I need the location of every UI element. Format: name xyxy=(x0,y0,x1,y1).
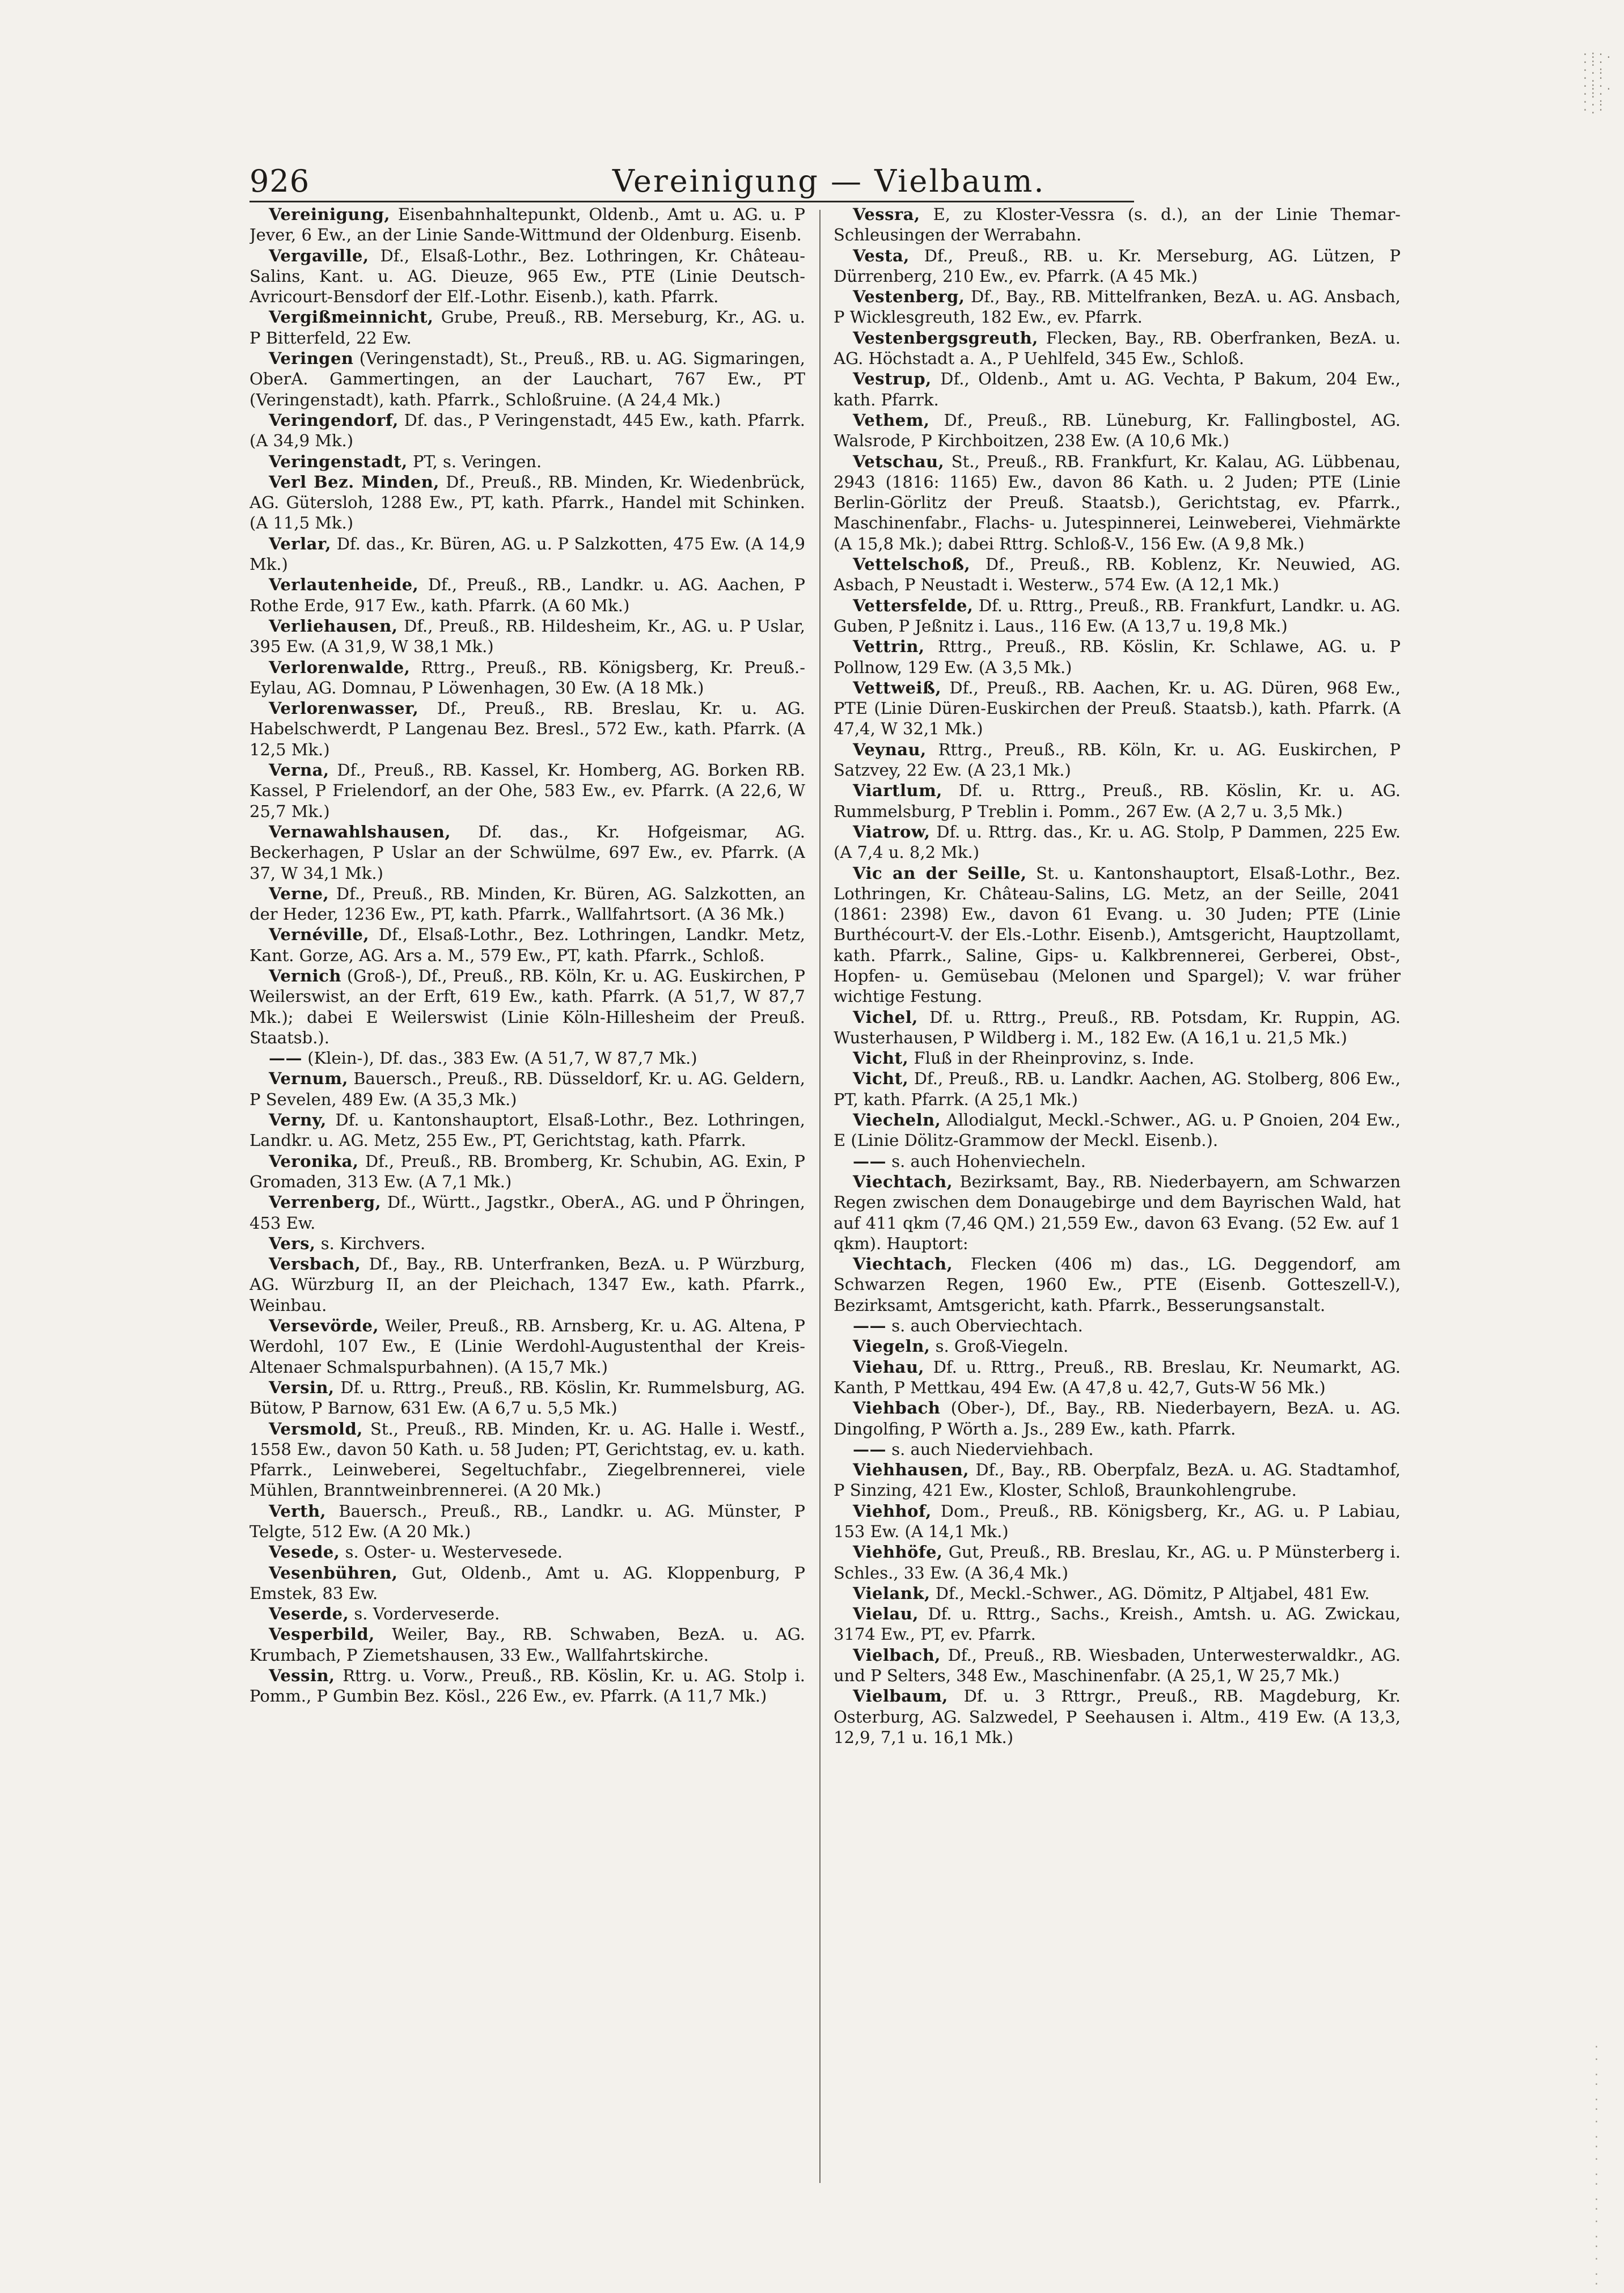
entry-text: Df., Bay., RB. Unterfranken, BezA. u. P Würzburg, AG. Würzburg II, an der Pleichach, 1347 Ew., kath. Pfarrk., Weinbau. xyxy=(249,1254,805,1315)
entry-headword: Vergaville, xyxy=(269,246,369,265)
gazetteer-entry xyxy=(249,348,805,410)
gazetteer-entry xyxy=(834,595,1401,637)
entry-headword: Viartlum, xyxy=(853,781,942,801)
gazetteer-entry xyxy=(249,1501,805,1542)
entry-text: Df., Preuß., RB. Breslau, Kr. u. AG. Habelschwerdt, P Langenau Bez. Bresl., 572 Ew., kath. Pfarrk. (A 12,5 Mk.) xyxy=(249,699,805,759)
gazetteer-entry xyxy=(834,204,1401,246)
gazetteer-entry xyxy=(834,1501,1401,1542)
gazetteer-entry xyxy=(249,1048,805,1068)
gazetteer-entry xyxy=(249,822,805,883)
gazetteer-entry xyxy=(834,636,1401,678)
entry-headword: Vettweiß, xyxy=(853,678,942,697)
entry-headword: Vers, xyxy=(269,1233,316,1253)
entry-headword: Vernawahlshausen, xyxy=(269,822,451,841)
gazetteer-entry xyxy=(249,534,805,575)
entry-headword: Vereinigung, xyxy=(269,205,390,224)
entry-headword: —— xyxy=(269,1048,302,1068)
page-title: Vereinigung — Vielbaum. xyxy=(612,163,1046,199)
gazetteer-entry xyxy=(834,328,1401,369)
entry-text: Df., Preuß., RB. Bromberg, Kr. Schubin, AG. Exin, P Gromaden, 313 Ew. (A 7,1 Mk.) xyxy=(249,1151,805,1191)
entry-text: Bauersch., Preuß., RB. Düsseldorf, Kr. u. AG. Geldern, P Sevelen, 489 Ew. (A 35,3 Mk.) xyxy=(249,1069,805,1109)
gazetteer-entry xyxy=(249,924,805,966)
gazetteer-entry xyxy=(834,1048,1401,1068)
entry-headword: Veynau, xyxy=(853,739,927,759)
page-edge-marks: ·:·.·:··.:·.··:·.·:··.:·.· xyxy=(1582,49,1614,116)
entry-headword: Verl Bez. Minden, xyxy=(269,472,439,492)
gazetteer-entry xyxy=(834,1110,1401,1151)
gazetteer-entry xyxy=(834,1315,1401,1336)
entry-headword: Verth, xyxy=(269,1501,327,1521)
entry-headword: Viehhöfe, xyxy=(853,1542,943,1562)
entry-headword: Veringendorf, xyxy=(269,410,399,430)
gazetteer-entry xyxy=(249,1624,805,1665)
entry-headword: Verlautenheide, xyxy=(269,575,419,595)
entry-headword: Vielank, xyxy=(853,1583,931,1603)
gazetteer-entry xyxy=(249,246,805,307)
entry-text: St., Preuß., RB. Minden, Kr. u. AG. Halle i. Westf., 1558 Ew., davon 50 Kath. u. 58 Juden; PT, Gerichtstag, ev. u. kath. Pfarrk., Leinweberei, Segeltuchfabr., Ziegelbrennerei, viele Mühlen, Branntweinbrennerei. (A 20 Mk.) xyxy=(249,1419,805,1500)
gazetteer-entry xyxy=(249,1419,805,1501)
entry-text: Df., Preuß., RB. Wiesbaden, Unterwesterwaldkr., AG. und P Selters, 348 Ew., Maschinenfabr. (A 25,1, W 25,7 Mk.) xyxy=(834,1645,1401,1686)
entry-text: Rttrg., Preuß., RB. Köln, Kr. u. AG. Euskirchen, P Satzvey, 22 Ew. (A 23,1 Mk.) xyxy=(834,739,1401,780)
entry-headword: Viehhof, xyxy=(853,1501,932,1521)
entry-text: Df. u. Rttrg., Preuß., RB. Frankfurt, Landkr. u. AG. Guben, P Jeßnitz i. Laus., 116 Ew. (A 13,7 u. 19,8 Mk.) xyxy=(834,595,1401,636)
entry-text: Eisenbahnhaltepunkt, Oldenb., Amt u. AG. u. P Jever, 6 Ew., an der Linie Sande-Wittmund der Oldenburg. Eisenb. xyxy=(249,205,805,245)
entry-text: (Klein-), Df. das., 383 Ew. (A 51,7, W 87,7 Mk.) xyxy=(307,1048,697,1068)
entry-text: Df. u. Rttrg., Preuß., RB. Potsdam, Kr. Ruppin, AG. Wusterhausen, P Wildberg i. M., 182 Ew. (A 16,1 u. 21,5 Mk.) xyxy=(834,1007,1401,1047)
gazetteer-entry xyxy=(834,554,1401,595)
entry-headword: Viatrow, xyxy=(853,822,931,841)
entry-headword: Vethem, xyxy=(853,410,930,430)
entry-text: Df., Bay., RB. Mittelfranken, BezA. u. AG. Ansbach, P Wicklesgreuth, 182 Ew., ev. Pfarrk. xyxy=(834,287,1401,327)
gazetteer-entry xyxy=(834,678,1401,739)
gazetteer-entry xyxy=(249,1233,805,1254)
entry-headword: Vettrin, xyxy=(853,637,925,657)
left-column xyxy=(249,204,805,2200)
entry-text: St. u. Kantonshauptort, Elsaß-Lothr., Bez. Lothringen, Kr. Château-Salins, LG. Metz, an der Seille, 2041 (1861: 2398) Ew., davon 61 Evang. u. 30 Juden; PTE (Linie Burthécourt-V. der Els.-Lothr. Eisenb.), Amtsgericht, Hauptzollamt, kath. Pfarrk., Saline, Gips- u. Kalkbrennerei, Gerberei, Obst-, Hopfen- u. Gemüsebau (Melonen und Spargel); V. war früher wichtige Festung. xyxy=(834,863,1401,1006)
entry-text: St., Preuß., RB. Frankfurt, Kr. Kalau, AG. Lübbenau, 2943 (1816: 1165) Ew., davon 86 Kath. u. 2 Juden; PTE (Linie Berlin-Görlitz der Preuß. Staatsb.), Gerichtstag, ev. Pfarrk., Maschinenfabr., Flachs- u. Jutespinnerei, Leinweberei, Viehmärkte (A 15,8 Mk.); dabei Rttrg. Schloß-V., 156 Ew. (A 9,8 Mk.) xyxy=(834,451,1401,553)
gazetteer-entry xyxy=(834,1068,1401,1110)
entry-text: Rttrg., Preuß., RB. Köslin, Kr. Schlawe, AG. u. P Pollnow, 129 Ew. (A 3,5 Mk.) xyxy=(834,637,1401,677)
entry-text: Df., Elsaß-Lothr., Bez. Lothringen, Kr. Château-Salins, Kant. u. AG. Dieuze, 965 Ew., PTE (Linie Deutsch-Avricourt-Bensdorf der Elf.-Lothr. Eisenb.), kath. Pfarrk. xyxy=(249,246,805,307)
gazetteer-entry xyxy=(834,1336,1401,1356)
gazetteer-entry xyxy=(249,1604,805,1624)
entry-text: Fluß in der Rheinprovinz, s. Inde. xyxy=(914,1048,1195,1068)
gazetteer-entry xyxy=(834,1583,1401,1604)
entry-text: (Groß-), Df., Preuß., RB. Köln, Kr. u. AG. Euskirchen, P Weilerswist, an der Erft, 619 Ew., kath. Pfarrk. (A 51,7, W 87,7 Mk.); dabei E Weilerswist (Linie Köln-Hillesheim der Preuß. Staatsb.). xyxy=(249,966,805,1047)
entry-headword: Vergißmeinnicht, xyxy=(269,307,434,327)
gazetteer-entry xyxy=(834,863,1401,1007)
entry-text: Df., Preuß., RB. u. Kr. Merseburg, AG. Lützen, P Dürrenberg, 210 Ew., ev. Pfarrk. (A 45 Mk.) xyxy=(834,246,1401,286)
entry-headword: Viehbach xyxy=(853,1398,941,1418)
entry-text: Bezirksamt, Bay., RB. Niederbayern, am Schwarzen Regen zwischen dem Donaugebirge und dem Bayrischen Wald, hat auf 411 qkm (7,46 QM.) 21,559 Ew., davon 63 Evang. (52 Ew. auf 1 qkm). Hauptort: xyxy=(834,1171,1401,1253)
right-column xyxy=(834,204,1401,2200)
entry-text: Df. u. Rttrg., Preuß., RB. Köslin, Kr. Rummelsburg, AG. Bütow, P Barnow, 631 Ew. (A 6,7 u. 5,5 Mk.) xyxy=(249,1377,805,1418)
entry-headword: Verna, xyxy=(269,760,329,780)
gazetteer-entry xyxy=(834,1439,1401,1459)
gazetteer-entry xyxy=(834,286,1401,328)
gazetteer-entry xyxy=(249,472,805,534)
entry-text: Df., Meckl.-Schwer., AG. Dömitz, P Altjabel, 481 Ew. xyxy=(935,1583,1370,1603)
header-rule xyxy=(249,201,1134,202)
gazetteer-entry xyxy=(249,616,805,657)
entry-text: Df., Preuß., RB. u. Landkr. Aachen, AG. Stolberg, 806 Ew., PT, kath. Pfarrk. (A 25,1 Mk.) xyxy=(834,1069,1401,1109)
entry-text: Df. das., P Veringenstadt, 445 Ew., kath. Pfarrk. (A 34,9 Mk.) xyxy=(249,410,805,451)
gazetteer-entry xyxy=(249,1315,805,1377)
entry-headword: Vic an der Seille, xyxy=(853,863,1027,883)
gazetteer-entry xyxy=(249,698,805,760)
gazetteer-entry xyxy=(249,1254,805,1315)
entry-text: Df., Bay., RB. Oberpfalz, BezA. u. AG. Stadtamhof, P Sinzing, 421 Ew., Kloster, Schloß, Braunkohlengrube. xyxy=(834,1460,1401,1500)
entry-headword: Veringenstadt, xyxy=(269,451,408,471)
entry-headword: Vicht, xyxy=(853,1048,909,1068)
entry-headword: Vettersfelde, xyxy=(853,595,974,615)
gazetteer-entry xyxy=(249,574,805,616)
gazetteer-entry xyxy=(249,410,805,451)
gazetteer-entry xyxy=(249,1563,805,1604)
entry-headword: Viechtach, xyxy=(853,1254,953,1274)
entry-headword: Viehau, xyxy=(853,1357,925,1377)
entry-text: Df., Preuß., RB. Hildesheim, Kr., AG. u. P Uslar, 395 Ew. (A 31,9, W 38,1 Mk.) xyxy=(249,616,805,657)
entry-text: s. auch Hohenviecheln. xyxy=(891,1151,1086,1171)
gazetteer-entry xyxy=(834,739,1401,781)
entry-headword: Vielbach, xyxy=(853,1645,941,1665)
entry-text: Allodialgut, Meckl.-Schwer., AG. u. P Gnoien, 204 Ew., E (Linie Dölitz-Grammow der Meckl. Eisenb.). xyxy=(834,1110,1401,1150)
entry-headword: Verlorenwalde, xyxy=(269,657,411,677)
gazetteer-entry xyxy=(834,822,1401,863)
entry-text: s. Groß-Viegeln. xyxy=(935,1336,1069,1356)
gazetteer-entry xyxy=(834,1542,1401,1583)
entry-headword: Vetschau, xyxy=(853,451,945,471)
entry-text: Flecken, Bay., RB. Oberfranken, BezA. u. AG. Höchstadt a. A., P Uehlfeld, 345 Ew., Schloß. xyxy=(834,328,1401,369)
entry-headword: Verlar, xyxy=(269,534,332,553)
gazetteer-entry xyxy=(249,1377,805,1419)
gazetteer-entry xyxy=(834,246,1401,287)
entry-text: Df. u. Kantonshauptort, Elsaß-Lothr., Bez. Lothringen, Landkr. u. AG. Metz, 255 Ew., PT, Gerichtstag, kath. Pfarrk. xyxy=(249,1110,805,1150)
entry-headword: Vielau, xyxy=(853,1604,919,1624)
gazetteer-entry xyxy=(834,780,1401,822)
entry-text: Df. das., Kr. Büren, AG. u. P Salzkotten, 475 Ew. (A 14,9 Mk.) xyxy=(249,534,805,574)
entry-headword: Vestenbergsgreuth, xyxy=(853,328,1038,348)
gazetteer-entry xyxy=(249,1110,805,1151)
entry-text: Df., Preuß., RB. Koblenz, Kr. Neuwied, AG. Asbach, P Neustadt i. Westerw., 574 Ew. (A 12,1 Mk.) xyxy=(834,555,1401,595)
entry-text: Df., Preuß., RB. Lüneburg, Kr. Fallingbostel, AG. Walsrode, P Kirchboitzen, 238 Ew. (A 10,6 Mk.) xyxy=(834,410,1401,451)
entry-text: Df. u. Rttrg., Preuß., RB. Köslin, Kr. u. AG. Rummelsburg, P Treblin i. Pomm., 267 Ew. (A 2,7 u. 3,5 Mk.) xyxy=(834,781,1401,821)
entry-headword: Vesede, xyxy=(269,1542,340,1562)
gazetteer-entry xyxy=(249,1665,805,1707)
gazetteer-entry xyxy=(834,1254,1401,1315)
gazetteer-entry xyxy=(834,1686,1401,1748)
gazetteer-entry xyxy=(249,657,805,699)
entry-text: s. Oster- u. Westervesede. xyxy=(345,1542,563,1562)
gazetteer-entry xyxy=(249,883,805,925)
entry-text: Grube, Preuß., RB. Merseburg, Kr., AG. u. P Bitterfeld, 22 Ew. xyxy=(249,307,805,348)
entry-text: s. Vorderveserde. xyxy=(354,1604,500,1624)
entry-text: Df., Württ., Jagstkr., OberA., AG. und P Öhringen, 453 Ew. xyxy=(249,1192,805,1233)
entry-text: Df., Preuß., RB. Kassel, Kr. Homberg, AG. Borken RB. Kassel, P Frielendorf, an der Ohe, 583 Ew., ev. Pfarrk. (A 22,6, W 25,7 Mk.) xyxy=(249,760,805,821)
entry-text: Df. u. 3 Rttrgr., Preuß., RB. Magdeburg, Kr. Osterburg, AG. Salzwedel, P Seehausen i. Altm., 419 Ew. (A 13,3, 12,9, 7,1 u. 16,1 Mk.) xyxy=(834,1686,1401,1747)
entry-text: Df., Oldenb., Amt u. AG. Vechta, P Bakum, 204 Ew., kath. Pfarrk. xyxy=(834,369,1401,409)
entry-text: PT, s. Veringen. xyxy=(412,451,542,471)
entry-headword: Vessin, xyxy=(269,1666,335,1686)
gazetteer-entry xyxy=(249,966,805,1048)
gazetteer-entry xyxy=(249,1542,805,1562)
entry-headword: Vernum, xyxy=(269,1069,349,1089)
entry-headword: Veringen xyxy=(269,349,354,369)
entry-headword: Viechtach, xyxy=(853,1171,953,1191)
entry-headword: Vesperbild, xyxy=(269,1624,375,1644)
gazetteer-entry xyxy=(249,1192,805,1233)
entry-headword: Verny, xyxy=(269,1110,327,1130)
gazetteer-entry xyxy=(249,760,805,822)
entry-text: Weiler, Bay., RB. Schwaben, BezA. u. AG. Krumbach, P Ziemetshausen, 33 Ew., Wallfahrtskirche. xyxy=(249,1624,805,1665)
entry-text: E, zu Kloster-Vessra (s. d.), an der Linie Themar-Schleusingen der Werrabahn. xyxy=(834,205,1401,245)
entry-text: s. Kirchvers. xyxy=(320,1233,426,1253)
entry-headword: Vesenbühren, xyxy=(269,1563,398,1583)
entry-text: Df. u. Rttrg. das., Kr. u. AG. Stolp, P Dammen, 225 Ew. (A 7,4 u. 8,2 Mk.) xyxy=(834,822,1401,862)
entry-headword: Versbach, xyxy=(269,1254,361,1274)
gazetteer-entry xyxy=(834,1171,1401,1254)
entry-text: Dom., Preuß., RB. Königsberg, Kr., AG. u. P Labiau, 153 Ew. (A 14,1 Mk.) xyxy=(834,1501,1401,1541)
entry-headword: Vestenberg, xyxy=(853,287,965,307)
gazetteer-entry xyxy=(834,1007,1401,1048)
gazetteer-entry xyxy=(834,451,1401,554)
entry-text: Weiler, Preuß., RB. Arnsberg, Kr. u. AG. Altena, P Werdohl, 107 Ew., E (Linie Werdohl-Augustenthal der Kreis-Altenaer Schmalspurbahnen). (A 15,7 Mk.) xyxy=(249,1316,805,1377)
gazetteer-entry xyxy=(834,1151,1401,1171)
gazetteer-entry xyxy=(249,1068,805,1110)
entry-headword: Vessra, xyxy=(853,205,920,224)
entry-text: (Ober-), Df., Bay., RB. Niederbayern, BezA. u. AG. Dingolfing, P Wörth a. Js., 289 Ew., kath. Pfarrk. xyxy=(834,1398,1401,1439)
entry-text: s. auch Oberviechtach. xyxy=(891,1316,1083,1336)
gazetteer-entry xyxy=(249,204,805,246)
entry-headword: Verlorenwasser, xyxy=(269,699,419,718)
entry-text: (Veringenstadt), St., Preuß., RB. u. AG. Sigmaringen, OberA. Gammertingen, an der Lauchart, 767 Ew., PT (Veringenstadt), kath. Pfarrk., Schloßruine. (A 24,4 Mk.) xyxy=(249,349,805,409)
entry-text: Rttrg., Preuß., RB. Königsberg, Kr. Preuß.-Eylau, AG. Domnau, P Löwenhagen, 30 Ew. (A 18 Mk.) xyxy=(249,657,805,697)
entry-headword: Versin, xyxy=(269,1377,335,1397)
gazetteer-entry xyxy=(834,1357,1401,1398)
entry-text: Flecken (406 m) das., LG. Deggendorf, am Schwarzen Regen, 1960 Ew., PTE (Eisenb. Gotteszell-V.), Bezirksamt, Amtsgericht, kath. Pfarrk., Besserungsanstalt. xyxy=(834,1254,1401,1315)
entry-text: Gut, Oldenb., Amt u. AG. Kloppenburg, P Emstek, 83 Ew. xyxy=(249,1563,805,1603)
entry-headword: Vestrup, xyxy=(853,369,932,389)
gazetteer-entry xyxy=(834,1604,1401,1645)
entry-headword: Versevörde, xyxy=(269,1316,379,1336)
entry-headword: Versmold, xyxy=(269,1419,363,1439)
entry-headword: Viecheln, xyxy=(853,1110,941,1130)
entry-headword: Verne, xyxy=(269,883,329,903)
entry-headword: Vernéville, xyxy=(269,925,370,945)
entry-text: s. auch Niederviehbach. xyxy=(891,1439,1094,1459)
gazetteer-entry xyxy=(249,451,805,472)
gazetteer-entry xyxy=(834,1645,1401,1686)
entry-headword: Vichel, xyxy=(853,1007,918,1027)
entry-headword: Vielbaum, xyxy=(853,1686,948,1706)
entry-headword: Viehhausen, xyxy=(853,1460,969,1480)
column-divider xyxy=(819,210,821,2183)
entry-headword: Verliehausen, xyxy=(269,616,398,636)
entry-text: Df. u. Rttrg., Preuß., RB. Breslau, Kr. Neumarkt, AG. Kanth, P Mettkau, 494 Ew. (A 47,8 u. 42,7, Guts-W 56 Mk.) xyxy=(834,1357,1401,1397)
gazetteer-entry xyxy=(249,1151,805,1192)
entry-headword: —— xyxy=(853,1439,886,1459)
entry-text: Gut, Preuß., RB. Breslau, Kr., AG. u. P Münsterberg i. Schles., 33 Ew. (A 36,4 Mk.) xyxy=(834,1542,1401,1583)
gazetteer-entry xyxy=(834,1398,1401,1439)
gazetteer-entry xyxy=(834,1459,1401,1501)
gazetteer-entry xyxy=(834,369,1401,410)
entry-headword: —— xyxy=(853,1151,886,1171)
entry-headword: Veserde, xyxy=(269,1604,349,1624)
entry-headword: Vicht, xyxy=(853,1069,909,1089)
entry-text: Bauersch., Preuß., RB., Landkr. u. AG. Münster, P Telgte, 512 Ew. (A 20 Mk.) xyxy=(249,1501,805,1541)
page-edge-dots: · · . · . · · . · · . · . · · . · · . · xyxy=(1593,2041,1602,2290)
entry-text: Df. das., Kr. Hofgeismar, AG. Beckerhagen, P Uslar an der Schwülme, 697 Ew., ev. Pfarrk. (A 37, W 34,1 Mk.) xyxy=(249,822,805,883)
entry-headword: Veronika, xyxy=(269,1151,359,1171)
entry-text: Df., Preuß., RB. Minden, Kr. Büren, AG. Salzkotten, an der Heder, 1236 Ew., PT, kath. Pfarrk., Wallfahrtsort. (A 36 Mk.) xyxy=(249,883,805,924)
page-number: 926 xyxy=(249,163,310,199)
entry-headword: —— xyxy=(853,1316,886,1336)
entry-text: Df. u. Rttrg., Sachs., Kreish., Amtsh. u. AG. Zwickau, 3174 Ew., PT, ev. Pfarrk. xyxy=(834,1604,1401,1644)
entry-headword: Vettelschoß, xyxy=(853,555,971,574)
entry-text: Df., Preuß., RB., Landkr. u. AG. Aachen, P Rothe Erde, 917 Ew., kath. Pfarrk. (A 60 Mk.) xyxy=(249,575,805,615)
entry-text: Rttrg. u. Vorw., Preuß., RB. Köslin, Kr. u. AG. Stolp i. Pomm., P Gumbin Bez. Kösl., 226 Ew., ev. Pfarrk. (A 11,7 Mk.) xyxy=(249,1666,805,1706)
entry-text: Df., Elsaß-Lothr., Bez. Lothringen, Landkr. Metz, Kant. Gorze, AG. Ars a. M., 579 Ew., PT, kath. Pfarrk., Schloß. xyxy=(249,925,805,965)
gazetteer-entry xyxy=(834,410,1401,451)
gazetteer-entry xyxy=(249,307,805,348)
entry-text: Df., Preuß., RB. Minden, Kr. Wiedenbrück, AG. Gütersloh, 1288 Ew., PT, kath. Pfarrk., Handel mit Schinken. (A 11,5 Mk.) xyxy=(249,472,805,533)
entry-headword: Vesta, xyxy=(853,246,910,265)
entry-headword: Verrenberg, xyxy=(269,1192,382,1212)
entry-text: Df., Preuß., RB. Aachen, Kr. u. AG. Düren, 968 Ew., PTE (Linie Düren-Euskirchen der Preuß. Staatsb.), kath. Pfarrk. (A 47,4, W 32,1 Mk.) xyxy=(834,678,1401,739)
entry-headword: Viegeln, xyxy=(853,1336,931,1356)
entry-headword: Vernich xyxy=(269,966,341,985)
